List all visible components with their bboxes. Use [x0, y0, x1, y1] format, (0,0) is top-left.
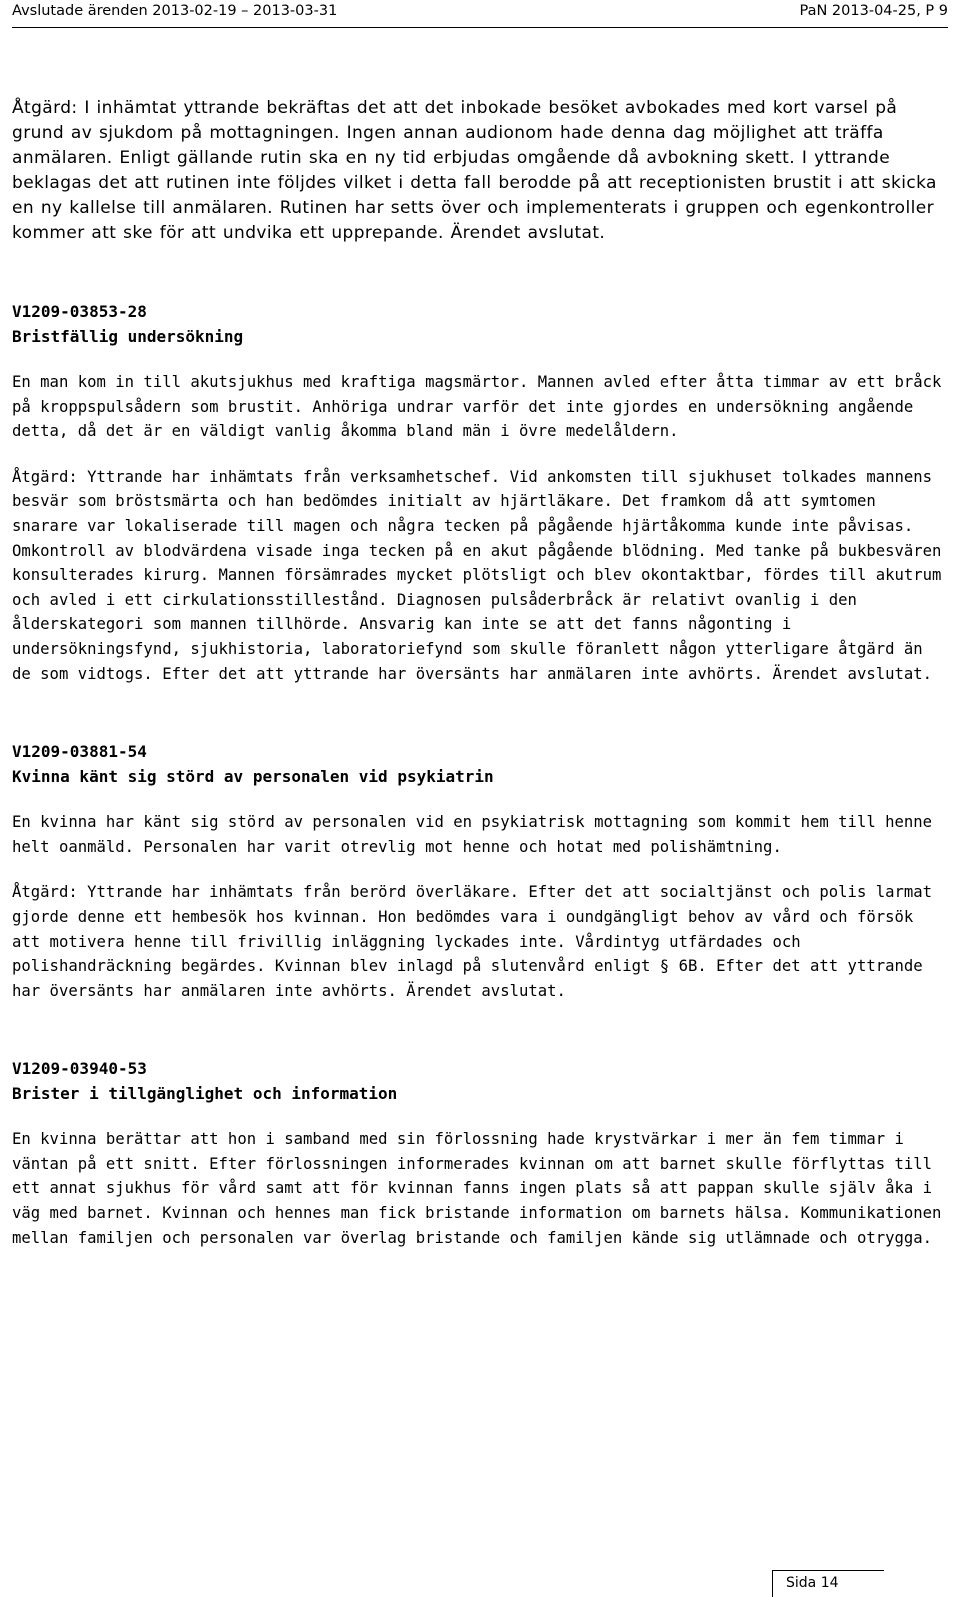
case-title: Bristfällig undersökning — [12, 327, 244, 346]
page-number: Sida 14 — [786, 1575, 839, 1591]
case-id: V1209-03853-28 — [12, 302, 147, 321]
header-divider — [12, 27, 948, 28]
header-report-title: Avslutade ärenden 2013-02-19 – 2013-03-31 — [12, 3, 338, 19]
case-id: V1209-03881-54 — [12, 742, 147, 762]
case-entry — [12, 1056, 942, 1250]
case-title: Kvinna känt sig störd av personalen vid psykiatrin — [12, 767, 494, 787]
page-header — [12, 0, 948, 28]
header-reference: PaN 2013-04-25, P 9 — [799, 3, 948, 19]
case-action: Åtgärd: Yttrande har inhämtats från berörd överläkare. Efter det att socialtjänst och polis larmat gjorde denne ett hembesök hos kvinnan. Hon bedömdes vara i oundgängligt behov av vård och försök att motivera henne till frivillig inläggning lyckades inte. Vårdintyg utfärdades och polishandräckning begärdes. Kvinnan blev inlagd på slutenvård enligt § 6B. Efter det att yttrande har översänts har anmälaren inte avhörts. Ärendet avslutat. — [12, 883, 933, 1000]
case-entry — [12, 299, 942, 686]
case-entry — [12, 739, 942, 1003]
previous-case-action: Åtgärd: I inhämtat yttrande bekräftas det att det inbokade besöket avbokades med kort varsel på grund av sjukdom på mottagningen. Ingen annan audionom hade denna dag möjlighet att träffa anmälaren. Enligt gällande rutin ska en ny tid erbjudas omgående då avbokning skett. I yttrande beklagas det att rutinen inte följdes vilket i detta fall berodde på att receptionisten brustit i att skicka en ny kallelse till anmälaren. Rutinen har setts över och implementerats i gruppen och egenkontroller kommer att ske för att undvika ett upprepande. Ärendet avslutat. — [12, 98, 937, 243]
case-id: V1209-03940-53 — [12, 1059, 147, 1079]
case-action: Åtgärd: Yttrande har inhämtats från verksamhetschef. Vid ankomsten till sjukhuset tolkades mannens besvär som bröstsmärta och han bedömdes initialt av hjärtläkare. Det framkom då att symtomen snarare var lokaliserade till magen och några tecken på pågående hjärtåkomma kunde inte påvisas. Omkontroll av blodvärdena visade inga tecken på en akut pågående blödning. Med tanke på bukbesvären konsulterades kirurg. Mannen försämrades mycket plötsligt och blev okontaktbar, fördes till akutrum och avled i ett cirkulationsstillestånd. Diagnosen pulsåderbråck är relativt ovanlig i den ålderskategori som mannen tillhörde. Ansvarig kan inte se att det fanns någonting i undersökningsfynd, sjukhistoria, laboratoriefynd som skulle föranlett någon ytterligare åtgärd än de som vidtogs. Efter det att yttrande har översänts har anmälaren inte avhörts. Ärendet avslutat. — [12, 467, 942, 683]
case-title: Brister i tillgänglighet och information — [12, 1084, 398, 1104]
page-body — [12, 96, 942, 1250]
case-description: En man kom in till akutsjukhus med kraftiga magsmärtor. Mannen avled efter åtta timmar av ett bråck på kroppspulsådern som brustit. Anhöriga undrar varför det inte gjordes en undersökning angående detta, då det är en väldigt vanlig åkomma bland män i övre medelåldern. — [12, 373, 942, 441]
case-description: En kvinna har känt sig störd av personalen vid en psykiatrisk mottagning som kommit hem till henne helt oanmäld. Personalen har varit otrevlig mot henne och hotat med polishämtning. — [12, 813, 933, 856]
case-description: En kvinna berättar att hon i samband med sin förlossning hade krystvärkar i mer än fem timmar i väntan på ett snitt. Efter förlossningen informerades kvinnan om att barnet skulle förflyttas till ett annat sjukhus för vård samt att för kvinnan fanns ingen plats så att pappan skulle själv åka i väg med barnet. Kvinnan och hennes man fick bristande information om barnets hälsa. Kommunikationen mellan familjen och personalen var överlag bristande och familjen kände sig utlämnade och otrygga. — [12, 1130, 942, 1247]
